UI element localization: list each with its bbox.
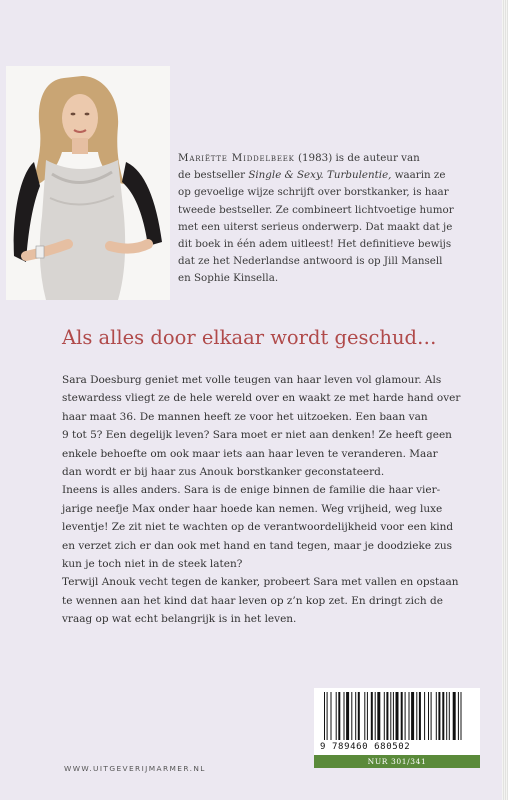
- blurb-line: jarige neefje Max onder haar hoede kan nemen. Weg vrijheid, weg luxe: [62, 502, 443, 515]
- blurb-line: kun je toch niet in de steek laten?: [62, 558, 243, 571]
- nur-label: NUR 301/341: [367, 757, 427, 766]
- book-title-single-sexy: Single & Sexy.: [248, 169, 324, 182]
- headline: Als alles door elkaar wordt geschud…: [62, 326, 437, 349]
- blurb-line: haar maat 36. De mannen heeft ze voor het uitzoeken. Een baan van: [62, 410, 428, 423]
- blurb-line: enkele behoefte om ook maar iets aan haar leven te veranderen. Maar: [62, 447, 438, 460]
- page-edge: [502, 0, 508, 800]
- blurb-line: 9 tot 5? Een degelijk leven? Sara moet er niet aan denken! Ze heeft geen: [62, 429, 452, 442]
- book-title-turbulentie: Turbulentie,: [326, 169, 392, 182]
- author-bio: Mariëtte Middelbeek (1983) is de auteur van de bestseller Single & Sexy. Turbulentie, waarin ze op gevoelige wijze schrijft over borstkanker, is haar tweede bestseller. Ze combineert lichtvoetige humor met een uiterst serieus onderwerp. Dat maakt dat je dit boek in één adem uitleest! Het definitieve bewijs dat ze het Nederlandse antwoord is op Jill Mansell en Sophie Kinsella.: [178, 152, 454, 285]
- publisher-website: WWW.UITGEVERIJMARMER.NL: [64, 764, 206, 773]
- author-photo: [6, 66, 170, 300]
- author-name: Mariëtte Middelbeek: [178, 152, 295, 164]
- blurb-line: Terwijl Anouk vecht tegen de kanker, probeert Sara met vallen en opstaan: [62, 576, 459, 589]
- book-blurb: [62, 371, 492, 629]
- blurb-line: leventje! Ze zit niet te wachten op de verantwoordelijkheid voor een kind: [62, 521, 454, 534]
- author-birth-year: (1983): [297, 152, 333, 164]
- isbn-digits: 9 789460 680502: [320, 742, 411, 752]
- blurb-line: vraag op wat echt belangrijk is in het leven.: [62, 613, 297, 626]
- blurb-line: stewardess vliegt ze de hele wereld over en waakt ze met harde hand over: [62, 392, 461, 405]
- nur-band: [314, 755, 480, 768]
- blurb-line: dan wordt er bij haar zus Anouk borstkanker geconstateerd.: [62, 466, 385, 479]
- blurb-line: te wennen aan het kind dat haar leven op z’n kop zet. En dringt zich de: [62, 594, 443, 607]
- blurb-line: en verzet zich er dan ook met hand en tand tegen, maar je doodzieke zus: [62, 539, 453, 552]
- blurb-line: Sara Doesburg geniet met volle teugen van haar leven vol glamour. Als: [62, 374, 442, 386]
- blurb-line: Ineens is alles anders. Sara is de enige binnen de familie die haar vier-: [62, 484, 441, 497]
- barcode-bars: [314, 688, 480, 744]
